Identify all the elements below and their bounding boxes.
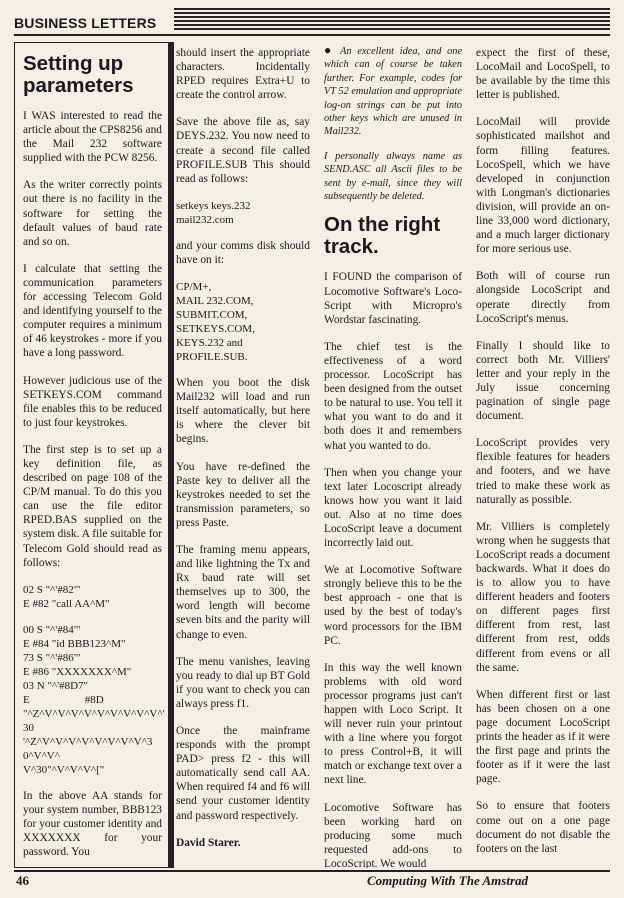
code-line: E #84 "id BBB123^M": [23, 637, 126, 650]
file-list-item: MAIL 232.COM,: [176, 295, 254, 308]
code-line: E #8D: [23, 693, 104, 706]
code-line: V^30"^V^V^V^[": [23, 763, 105, 776]
paragraph: So to ensure that footers come out on a one page document do not disable the footers on the last: [476, 800, 610, 855]
paragraph: The chief test is the effectiveness of a word processor. LocoScript has been designed from the outset to be natural to use. You tell it what you want to do and it both does it and remembers what you wanted to do.: [324, 340, 462, 452]
code-line: setkeys keys.232: [176, 199, 251, 212]
paragraph: Save the above file as, say DEYS.232. You now need to create a second file called PROFILE.SUB This should read as follows:: [176, 116, 310, 185]
paragraph: The menu vanishes, leaving you ready to dial up BT Gold if you want to check you can always press f1.: [176, 655, 310, 710]
magazine-title: Computing With The Amstrad: [367, 873, 528, 888]
header-stripes: [174, 8, 610, 30]
column-2: [176, 42, 312, 868]
code-line: 02 S "^'#82"': [23, 583, 81, 596]
section-title: BUSINESS LETTERS: [14, 15, 157, 31]
paragraph: LocoScript provides very flexible features for headers and footers, and we have tried to make these work as naturally as possible.: [476, 437, 610, 506]
paragraph: Mr. Villiers is completely wrong when he suggests that LocoScript reads a document backwards. What it does do is to allow you to have different headers and footers on different pages first different from rest, last different from rest, odds different from evens or all the same.: [476, 520, 610, 674]
editor-note-text: An excellent idea, and one which can of course be taken further. For example, codes for VT 52 emulation and appropriate log-on strings can be put into other keys which are unused in Mail232.: [324, 46, 463, 138]
code-line: E #82 "call AA^M": [23, 597, 110, 610]
file-list-item: SETKEYS.COM,: [176, 323, 255, 336]
paragraph: and your comms disk should have on it:: [176, 239, 310, 266]
page-number: 46: [16, 873, 29, 888]
file-list-item: CP/M+,: [176, 281, 212, 294]
article-title-on-the-right-track: On the right track.: [324, 213, 441, 259]
code-line: 30: [23, 721, 34, 734]
code-block: [23, 623, 165, 777]
code-line: 0^V^V^: [23, 749, 60, 762]
paragraph: Finally I should like to correct both Mr. Villiers' letter and your reply in the July issue concerning pagination of single page document.: [476, 339, 610, 423]
paragraph: LocoMail will provide sophisticated mailshot and form filling features. LocoSpell, which we have developed in conjunction with Longman's dictionaries division, will provide an on-line 33,000 word dictionary, and a much larger dictionary for more serious use.: [476, 116, 610, 256]
paragraph: I WAS interested to read the article about the CPS8256 and the Mail 232 software supplied with the PCW 8256.: [23, 110, 162, 165]
header-rule: [14, 34, 610, 36]
code-line: 03 N "^'#8D7": [23, 679, 89, 692]
paragraph: should insert the appropriate characters. Incidentally RPED requires Extra+U to create the control arrow.: [176, 47, 310, 102]
paragraph: We at Locomotive Software strongly believe this to be the best approach - one that is used by the best of today's word processors for the IBM PC.: [324, 564, 462, 647]
paragraph: I calculate that setting the communication parameters for accessing Telecom Gold and identifying yourself to the computer requires a minimum of 46 keystrokes - more if you have a long password.: [23, 262, 162, 360]
letter-signature: David Starer.: [176, 836, 241, 849]
file-list-item: PROFILE.SUB.: [176, 351, 248, 364]
column-1-shadow-bar: [168, 42, 174, 868]
paragraph: expect the first of these, LocoMail and LocoSpell, to be available by the time this letter is published.: [476, 47, 610, 102]
paragraph: In the above AA stands for your system number, BBB123 for your customer identity and XXXXXXX for your password. You: [23, 789, 162, 859]
code-line: "^Z^V^V^V^V^V^V^V^V^V^': [23, 707, 165, 720]
file-list-item: KEYS.232 and: [176, 337, 243, 350]
editor-note: I personally always name as SEND.ASC all Ascii files to be sent by e-mail, since they will subsequently be deleted.: [324, 150, 462, 203]
code-line: 73 S "^'#86"': [23, 651, 81, 664]
bullet-icon: ●: [324, 43, 335, 57]
paragraph: Once the mainframe responds with the prompt PAD> press f2 - this will automatically send call AA. When required f4 and f6 will send your customer identity and password respectively.: [176, 725, 310, 822]
paragraph: When you boot the disk Mail232 will load and run itself automatically, but here is where the clever bit begins.: [176, 377, 310, 446]
paragraph: The first step is to set up a key definition file, as described on page 108 of the CP/M manual. To do this you can use the file editor RPED.BAS supplied on the system disk. A file suitable for Telecom Gold should read as follows:: [23, 443, 162, 569]
editor-note: [324, 44, 462, 139]
article-title-setting-up-parameters: Setting up parameters: [23, 52, 134, 97]
column-4: [476, 42, 610, 868]
paragraph: You have re-defined the Paste key to deliver all the keystrokes needed to set the transmission parameters, so press Paste.: [176, 460, 310, 529]
file-list: [176, 280, 310, 364]
paragraph: Locomotive Software has been working hard on producing some much requested add-ons to LocoScript. We would: [324, 801, 462, 868]
column-1: [14, 42, 168, 868]
paragraph: In this way the well known problems with old word processor programs just can't happen with Loco Script. It will never ruin your printout with a line where you forgot to press Control+B, it will match or exchange text over a next line.: [324, 661, 462, 787]
section-header: [14, 8, 610, 34]
paragraph: The framing menu appears, and like lightning the Tx and Rx baud rate will set themselves up to 300, the word length will become seven bits and the parity will change to even.: [176, 543, 310, 641]
code-line: '^Z^V^V^V^V^V^V^V^V^3: [23, 735, 153, 748]
paragraph: When different first or last has been chosen on a one page document LocoScript prints the header as if it were the first page and prints the footer as if it were the last page.: [476, 688, 610, 786]
footer-rule: [14, 870, 610, 872]
paragraph: Then when you change your text later Locoscript already knows how you want it laid out. Also at no time does LocoScript leave a document incorrectly laid out.: [324, 466, 462, 550]
paragraph: However judicious use of the SETKEYS.COM command file enables this to be reduced to just four keystrokes.: [23, 374, 162, 429]
column-3: [324, 42, 464, 868]
code-line: mail232.com: [176, 213, 234, 226]
code-line: E #86 "XXXXXXX^M": [23, 665, 132, 678]
code-block: [23, 583, 162, 611]
paragraph: As the writer correctly points out there is no facility in the software for setting the default values of baud rate and so on.: [23, 179, 162, 248]
paragraph: I FOUND the comparison of Locomotive Software's Loco-Script with Micropro's Wordstar fascinating.: [324, 271, 462, 326]
code-line: 00 S "^'#84"': [23, 623, 81, 636]
file-list-item: SUBMIT.COM,: [176, 309, 248, 322]
code-block: [176, 199, 310, 227]
paragraph: Both will of course run alongside LocoScript and operate directly from LocoScript's menus.: [476, 270, 610, 325]
